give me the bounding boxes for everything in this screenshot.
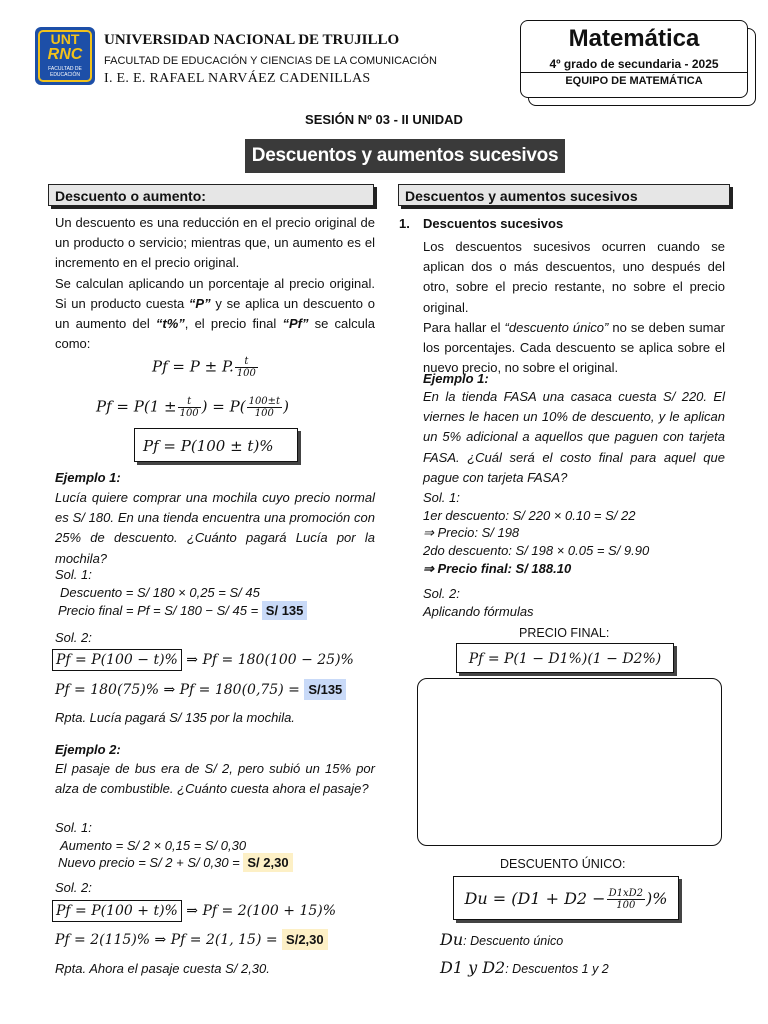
precio-final-formula: Pf = P(1 − D1%)(1 − D2%) xyxy=(468,651,662,667)
subsection-number: 1. xyxy=(399,216,410,231)
subsection-title: Descuentos sucesivos xyxy=(423,216,564,231)
descuento-unico-num: D1xD2 xyxy=(608,888,643,899)
left-example-2-line1: Aumento = S/ 2 × 0,15 = S/ 0,30 xyxy=(60,838,247,853)
right-paragraph-2a: Para hallar el xyxy=(423,319,505,335)
formula-2 xyxy=(96,396,289,419)
course-box xyxy=(520,20,748,98)
course-grade: 4º grado de secundaria - 2025 xyxy=(549,57,719,71)
descuento-unico-den: 100 xyxy=(616,900,636,911)
symbol-Pf: “Pf” xyxy=(282,316,309,332)
legend-du-symbol: Du xyxy=(440,930,464,949)
formula-2-num2: 100±t xyxy=(248,396,281,407)
left-example-2-eq1-boxed: Pf = P(100 + t)% xyxy=(52,900,182,922)
formula-2-fraction-2 xyxy=(247,396,282,419)
left-example-2-line2 xyxy=(58,853,293,873)
left-example-1-line2 xyxy=(58,601,307,621)
intro-paragraph-2b: y se aplica un descuento o un aumento del xyxy=(55,295,375,332)
left-intro xyxy=(55,213,375,354)
left-example-2-eq1 xyxy=(52,899,336,923)
right-sol1-line3: 2do descuento: S/ 198 × 0.05 = S/ 9.90 xyxy=(423,543,650,558)
session-title: Descuentos y aumentos sucesivos xyxy=(251,145,559,166)
course-title: Matemática xyxy=(568,25,700,52)
formula-2-c: ) xyxy=(283,397,289,416)
school-name: I. E. E. RAFAEL NARVÁEZ CADENILLAS xyxy=(104,71,371,86)
left-example-2-title: Ejemplo 2: xyxy=(55,742,121,757)
left-example-2-line2-text: Nuevo precio = S/ 2 + S/ 0,30 = xyxy=(58,855,244,870)
legend-du xyxy=(440,929,563,952)
right-example-1-text: En la tienda FASA una casaca cuesta S/ 220. El viernes le hacen un 10% de descuento, y le aplican un 5% adicional a aquellos que paguen con tarjeta FASA. ¿Cuál será el costo final para aquel que pague con tarjeta FASA? xyxy=(423,389,725,485)
right-section-title: Descuentos y aumentos sucesivos xyxy=(405,188,638,204)
formula-2-a: Pf = P(1 ± xyxy=(96,397,177,416)
left-example-1-sol2: Sol. 2: xyxy=(55,630,92,645)
faculty-name: FACULTAD DE EDUCACIÓN Y CIENCIAS DE LA COMUNICACIÓN xyxy=(104,55,437,67)
descuento-unico-formula-b: )% xyxy=(646,889,668,908)
descuento-unico-fraction xyxy=(607,888,645,911)
intro-paragraph-2d: se calcula como: xyxy=(55,316,376,352)
right-paragraph-2-quote: “descuento único” xyxy=(504,319,609,335)
formula-3: Pf = P(100 ± t)% xyxy=(143,437,274,455)
formula-1-den: 100 xyxy=(236,368,256,379)
logo-text-bottom: RNC xyxy=(47,46,83,63)
formula-2-num: t xyxy=(178,396,201,408)
left-example-2-eq2-text: Pf = 2(115)% ⇒ Pf = 2(1, 15) = xyxy=(55,932,283,948)
formula-1-text: Pf = P ± P. xyxy=(152,357,234,376)
formula-3-box xyxy=(134,428,298,462)
right-sol2-text: Aplicando fórmulas xyxy=(423,604,534,619)
left-example-1-line1: Descuento = S/ 180 × 0,25 = S/ 45 xyxy=(60,585,260,600)
left-example-1-line2-text: Precio final = Pf = S/ 180 − S/ 45 = xyxy=(58,603,262,618)
right-paragraph-2b: no se deben sumar los porcentajes. Cada descuento se aplica sobre el nuevo precio, no sobre el original. xyxy=(423,319,725,376)
left-example-1-result: S/ 135 xyxy=(262,601,308,620)
left-example-1-sol1: Sol. 1: xyxy=(55,567,92,582)
left-example-2-eq1-rest: ⇒ Pf = 2(100 + 15)% xyxy=(181,903,337,919)
descuento-unico-label: DESCUENTO ÚNICO: xyxy=(500,857,626,871)
left-example-2-eq2 xyxy=(55,928,328,952)
left-example-2-sol1: Sol. 1: xyxy=(55,820,92,835)
legend-d1-d2-symbol: D1 y D2 xyxy=(440,958,506,977)
right-intro xyxy=(423,237,725,378)
formula-2-b: ) = P( xyxy=(201,397,246,416)
formula-2-fraction-1 xyxy=(178,396,201,419)
left-example-1-eq1-boxed: Pf = P(100 − t)% xyxy=(52,649,182,671)
logo-text-top: UNT xyxy=(50,31,80,47)
legend-d1-d2 xyxy=(440,957,609,980)
intro-paragraph-2a: Se calculan aplicando un porcentaje al precio original. Si un producto cuesta xyxy=(55,275,375,311)
right-sol1-line1: 1er descuento: S/ 220 × 0.10 = S/ 22 xyxy=(423,508,636,523)
left-example-1-eq2 xyxy=(55,678,346,702)
left-example-1-eq1-rest: ⇒ Pf = 180(100 − 25)% xyxy=(181,652,354,668)
session-title-banner xyxy=(245,139,565,173)
right-sol1: Sol. 1: xyxy=(423,490,460,505)
formula-2-den2: 100 xyxy=(254,408,274,419)
university-logo xyxy=(34,26,96,86)
legend-d1-d2-text: : Descuentos 1 y 2 xyxy=(505,962,609,976)
left-example-1-title: Ejemplo 1: xyxy=(55,470,121,485)
symbol-t: “t%” xyxy=(155,316,185,332)
descuento-unico-formula-box xyxy=(453,876,679,920)
formula-1-num: t xyxy=(235,356,258,368)
formula-1-fraction xyxy=(235,356,258,379)
intro-paragraph-2c: , el precio final xyxy=(184,316,283,332)
intro-paragraph-1: Un descuento es una reducción en el precio original de un producto o servicio; mientras que, un aumento es el incremento en el precio original. xyxy=(55,215,375,271)
right-sol2: Sol. 2: xyxy=(423,586,460,601)
precio-final-formula-box xyxy=(456,643,674,673)
left-example-1-text: Lucía quiere comprar una mochila cuyo precio normal es S/ 180. En una tienda encuentra una promoción con 25% de descuento. ¿Cuánto pagará Lucía por la mochila? xyxy=(55,490,375,566)
left-example-2-eq2-result: S/2,30 xyxy=(282,929,328,950)
left-example-1-eq1 xyxy=(52,648,354,672)
left-section-title: Descuento o aumento: xyxy=(55,188,206,204)
left-example-1-answer: Rpta. Lucía pagará S/ 135 por la mochila. xyxy=(55,710,295,725)
right-paragraph-1: Los descuentos sucesivos ocurren cuando se aplican dos o más descuentos, uno después del otro, sobre el precio restante, no sobre el precio original. xyxy=(423,239,725,315)
logo-caption-1: FACULTAD DE xyxy=(48,66,82,72)
left-example-2-sol2: Sol. 2: xyxy=(55,880,92,895)
answer-box xyxy=(417,678,722,846)
university-name: UNIVERSIDAD NACIONAL DE TRUJILLO xyxy=(104,32,400,48)
left-example-2-result: S/ 2,30 xyxy=(243,853,292,872)
left-example-2-text: El pasaje de bus era de S/ 2, pero subió un 15% por alza de combustible. ¿Cuánto cuesta ahora el pasaje? xyxy=(55,761,375,797)
formula-2-den: 100 xyxy=(179,408,199,419)
right-sol1-line4: ⇒ Precio final: S/ 188.10 xyxy=(423,561,572,576)
left-example-2-answer: Rpta. Ahora el pasaje cuesta S/ 2,30. xyxy=(55,961,270,976)
precio-final-label: PRECIO FINAL: xyxy=(519,626,610,640)
symbol-P: “P” xyxy=(188,295,211,311)
course-team: EQUIPO DE MATEMÁTICA xyxy=(565,75,703,87)
left-example-1-eq2-result: S/135 xyxy=(304,679,346,700)
right-section-header xyxy=(398,184,730,206)
legend-du-text: : Descuento único xyxy=(463,934,564,948)
right-example-1-title: Ejemplo 1: xyxy=(423,371,489,386)
logo-caption-2: EDUCACIÓN xyxy=(49,72,80,78)
course-box-divider xyxy=(521,72,747,73)
right-sol1-line2: ⇒ Precio: S/ 198 xyxy=(423,525,520,540)
session-label: SESIÓN Nº 03 - II UNIDAD xyxy=(305,112,463,127)
descuento-unico-formula-a: Du = (D1 + D2 − xyxy=(464,889,606,908)
left-section-header xyxy=(48,184,374,206)
left-example-1-eq2-text: Pf = 180(75)% ⇒ Pf = 180(0,75) = xyxy=(55,682,305,698)
formula-1 xyxy=(152,356,259,379)
